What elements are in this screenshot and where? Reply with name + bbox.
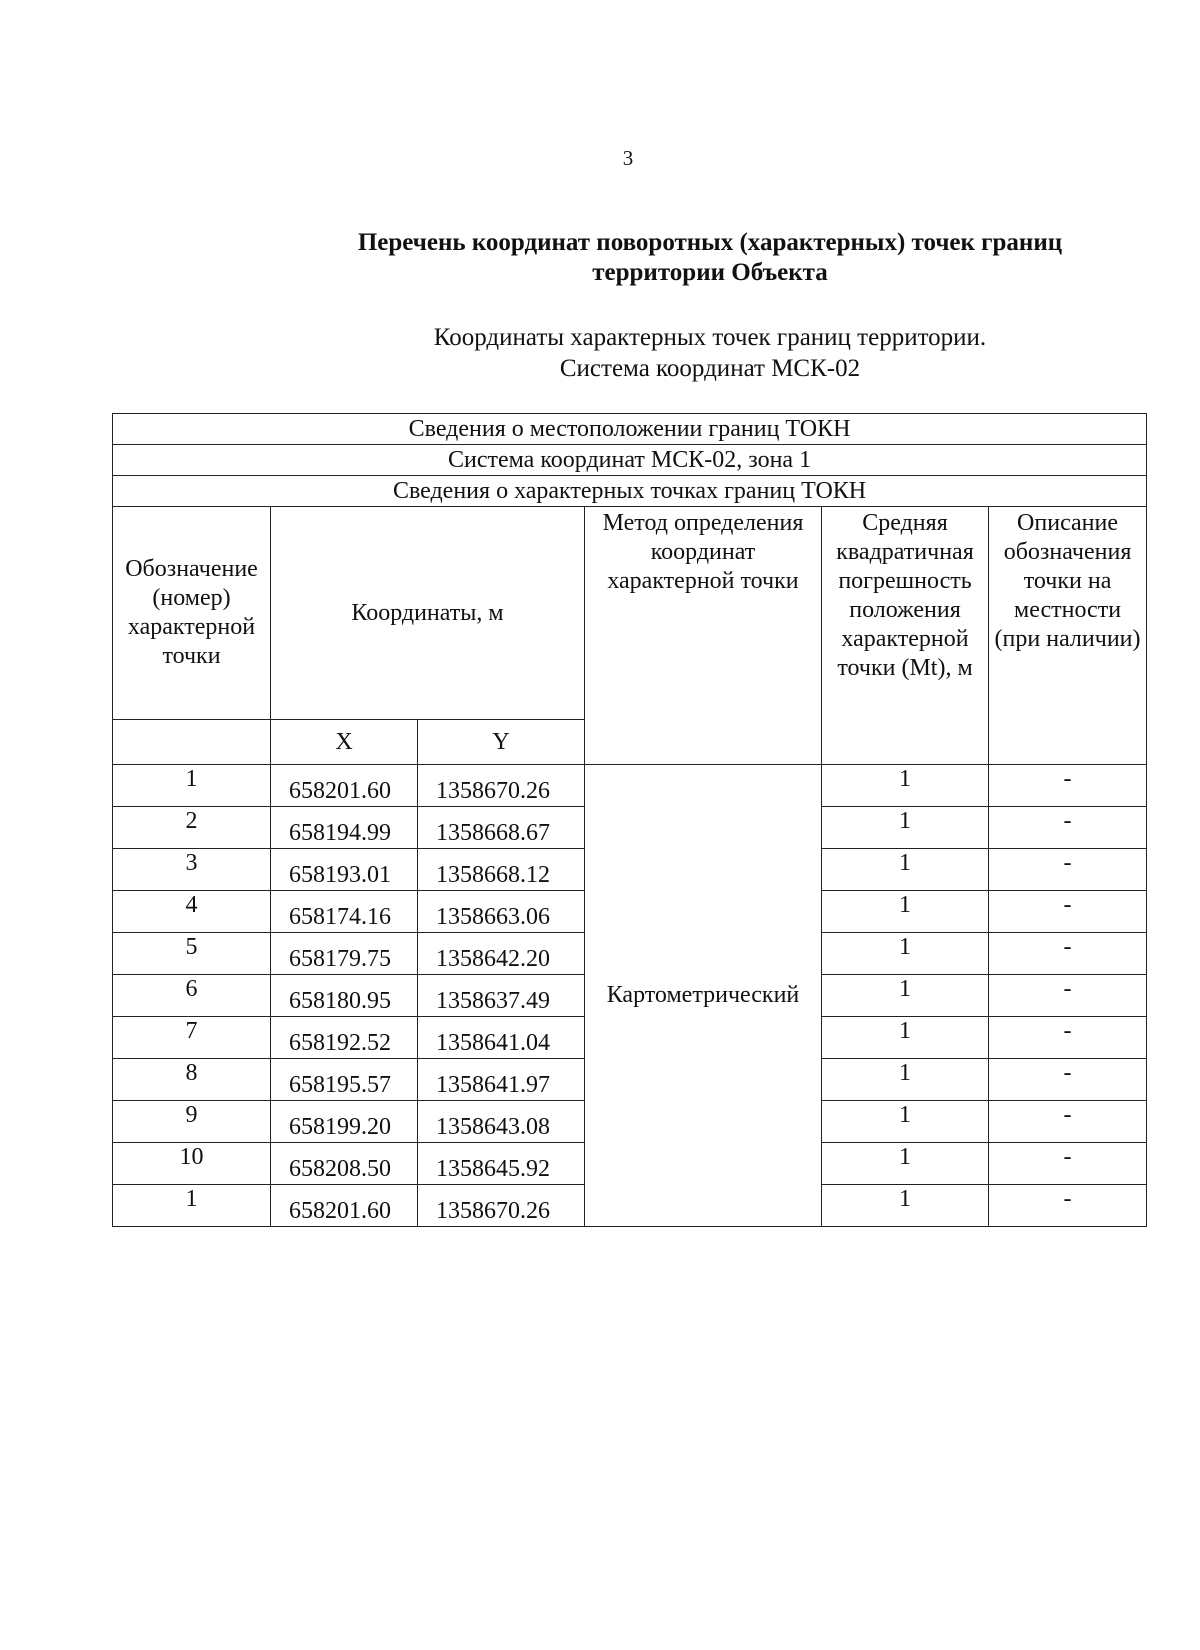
y-coordinate-cell: 1358637.49 [418,975,585,1017]
y-coordinate-cell: 1358641.97 [418,1059,585,1101]
title-line-1: Перечень координат поворотных (характерных) точек границ [357,229,1063,256]
coordinates-table [112,413,1147,1227]
x-coordinate-cell: 658201.60 [271,1185,418,1227]
x-coordinate-cell: 658194.99 [271,807,418,849]
point-number-cell: 3 [113,849,271,891]
x-coordinate-cell: 658201.60 [271,765,418,807]
table-header-row-3 [113,476,1147,507]
column-header-accuracy: Средняя квадратичная погрешность положения характерной точки (Mt), м [822,507,989,765]
x-coordinate-cell: 658174.16 [271,891,418,933]
point-number-cell: 10 [113,1143,271,1185]
empty-header-cell [113,720,271,765]
x-coordinate-cell: 658195.57 [271,1059,418,1101]
description-cell: - [989,765,1147,807]
point-number-cell: 7 [113,1017,271,1059]
column-header-method: Метод определения координат характерной точки [585,507,822,765]
description-cell: - [989,1143,1147,1185]
x-coordinate-cell: 658208.50 [271,1143,418,1185]
document-subtitle [150,322,1200,384]
subtitle-line-2: Система координат МСК-02 [559,355,861,382]
accuracy-cell: 1 [822,1101,989,1143]
point-number-cell: 1 [113,765,271,807]
y-coordinate-cell: 1358668.12 [418,849,585,891]
y-coordinate-cell: 1358641.04 [418,1017,585,1059]
description-cell: - [989,1185,1147,1227]
table-header-row-2 [113,445,1147,476]
description-cell: - [989,807,1147,849]
description-cell: - [989,891,1147,933]
header-points-info: Сведения о характерных точках границ ТОКН [113,476,1147,507]
table-column-header-row [113,507,1147,720]
accuracy-cell: 1 [822,765,989,807]
document-title [150,228,1200,288]
accuracy-cell: 1 [822,975,989,1017]
accuracy-cell: 1 [822,1143,989,1185]
header-coordinate-system: Система координат МСК-02, зона 1 [113,445,1147,476]
subtitle-line-1: Координаты характерных точек границ территории. [433,324,987,351]
accuracy-cell: 1 [822,933,989,975]
column-header-y: Y [418,720,585,765]
page-number: 3 [622,146,634,170]
accuracy-cell: 1 [822,849,989,891]
x-coordinate-cell: 658192.52 [271,1017,418,1059]
y-coordinate-cell: 1358642.20 [418,933,585,975]
description-cell: - [989,1059,1147,1101]
point-number-cell: 8 [113,1059,271,1101]
point-number-cell: 9 [113,1101,271,1143]
description-cell: - [989,1101,1147,1143]
x-coordinate-cell: 658180.95 [271,975,418,1017]
accuracy-cell: 1 [822,1017,989,1059]
y-coordinate-cell: 1358670.26 [418,1185,585,1227]
table-header-row-1 [113,414,1147,445]
accuracy-cell: 1 [822,807,989,849]
point-number-cell: 5 [113,933,271,975]
y-coordinate-cell: 1358645.92 [418,1143,585,1185]
point-number-cell: 4 [113,891,271,933]
y-coordinate-cell: 1358643.08 [418,1101,585,1143]
accuracy-cell: 1 [822,891,989,933]
accuracy-cell: 1 [822,1185,989,1227]
header-location-info: Сведения о местоположении границ ТОКН [113,414,1147,445]
column-header-description: Описание обозначения точки на местности (при наличии) [989,507,1147,765]
y-coordinate-cell: 1358670.26 [418,765,585,807]
table-row [113,765,1147,807]
title-line-2: территории Объекта [592,259,828,286]
x-coordinate-cell: 658199.20 [271,1101,418,1143]
description-cell: - [989,933,1147,975]
point-number-cell: 6 [113,975,271,1017]
description-cell: - [989,849,1147,891]
column-header-coordinates: Координаты, м [271,507,585,720]
y-coordinate-cell: 1358668.67 [418,807,585,849]
accuracy-cell: 1 [822,1059,989,1101]
description-cell: - [989,1017,1147,1059]
x-coordinate-cell: 658179.75 [271,933,418,975]
description-cell: - [989,975,1147,1017]
point-number-cell: 2 [113,807,271,849]
point-number-cell: 1 [113,1185,271,1227]
x-coordinate-cell: 658193.01 [271,849,418,891]
column-header-point: Обозначение (номер) характерной точки [113,507,271,720]
column-header-x: X [271,720,418,765]
method-cell: Картометрический [585,765,822,1227]
y-coordinate-cell: 1358663.06 [418,891,585,933]
